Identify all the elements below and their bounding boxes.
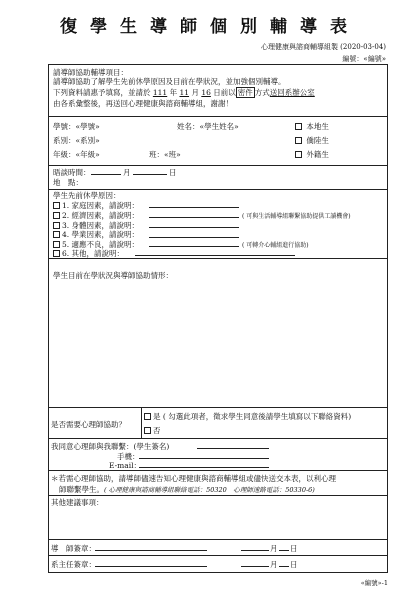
teacher-day-field[interactable] xyxy=(279,550,289,551)
other-title: 其他建議事項： xyxy=(51,498,104,508)
notice-section xyxy=(49,471,387,495)
reason-checkbox[interactable] xyxy=(53,222,60,229)
teacher-signature-label: 導 師簽章： xyxy=(51,543,96,553)
interview-place-label: 地 點： xyxy=(53,177,83,187)
reason-field[interactable] xyxy=(149,237,239,238)
request-deadline: 下列資料請惠予填寫，並請於 111 年 11 月 16 日前以 密件 方式送回系辦公室 xyxy=(53,88,315,98)
status-title: 學生目前在學狀況與導師協助情形： xyxy=(53,271,173,281)
reason-field[interactable] xyxy=(135,255,295,256)
consent-section xyxy=(49,439,387,472)
reason-checkbox[interactable] xyxy=(53,212,60,219)
send-destination: 送回系辦公室 xyxy=(269,88,315,98)
other-section xyxy=(49,496,387,540)
reason-field[interactable] xyxy=(149,227,239,228)
overseas-option[interactable]: 僑陸生 xyxy=(295,136,329,145)
student-signature-field[interactable] xyxy=(197,448,269,449)
reason-checkbox[interactable] xyxy=(53,202,60,209)
interview-time-label: 晤談時間： xyxy=(53,168,91,178)
reason-checkbox[interactable] xyxy=(53,231,60,238)
referral-yes[interactable]: 是 ( 勾選此項者，徵求學生同意後請學生填寫以下聯絡資料) xyxy=(144,412,351,421)
no-checkbox[interactable] xyxy=(144,427,151,434)
chair-signature-row: 系主任簽章： 月 日 xyxy=(51,559,298,569)
notice-contacts: ( 心理健康與諮商輔導組聯絡電話：50320 心理師速路電話：50330-6) xyxy=(104,485,315,494)
request-heading: 請導師協助輔導項目： xyxy=(53,67,128,77)
form-meta: 心理健康與諮商輔導組製 (2020-03-04) xyxy=(260,43,386,51)
request-return: 由各系彙整後，再送回心理健康與諮商輔導組，謝謝！ xyxy=(53,98,233,108)
reason-economic[interactable]: 2. 經濟因素，請說明： xyxy=(53,211,139,220)
deadline-year: 111 xyxy=(152,88,168,98)
student-info xyxy=(49,117,387,167)
reasons-section xyxy=(49,190,387,259)
request-text: 請導師協助了解學生先前休學原因及目前在學狀況，並加強個別輔導。 xyxy=(53,77,286,87)
form-title: 復學生導師個別輔導表 xyxy=(60,17,360,37)
chair-day-field[interactable] xyxy=(279,566,289,567)
email-field[interactable] xyxy=(139,467,269,468)
deadline-day: 16 xyxy=(201,88,211,98)
status-section xyxy=(49,259,387,408)
referral-question: 是否需要心理師協助？ xyxy=(51,419,126,429)
student-dept: 系別：«系別» xyxy=(53,136,100,146)
reason-adaptation[interactable]: 5. 適應不良，請說明： xyxy=(53,240,139,249)
chair-month-field[interactable] xyxy=(241,566,269,567)
reason-checkbox[interactable] xyxy=(53,250,60,257)
serial-number: 編號：«編號» xyxy=(342,55,386,63)
foreign-option[interactable]: 外籍生 xyxy=(295,150,329,159)
reason-checkbox[interactable] xyxy=(53,241,60,248)
student-name: 姓名：«學生姓名» xyxy=(177,121,239,131)
reason-academic[interactable]: 4. 學業因素，請說明： xyxy=(53,230,139,239)
deadline-month: 11 xyxy=(179,88,190,98)
student-grade: 年級：«年級» xyxy=(53,150,100,160)
phone-field[interactable] xyxy=(139,458,269,459)
notice-line-1: ＊若需心理師協助，請導師儘速告知心理健康與諮商輔導組或儘快送交本表，以利心理 xyxy=(51,474,336,484)
interview-month-field[interactable] xyxy=(91,174,121,175)
chair-signature-label: 系主任簽章： xyxy=(51,559,96,569)
reason-field[interactable] xyxy=(149,217,239,218)
referral-no[interactable]: 否 xyxy=(144,426,161,435)
footer-code: «編號»-1 xyxy=(360,579,388,587)
reason-family[interactable]: 1. 家庭因素，請說明： xyxy=(53,201,139,210)
foreign-checkbox[interactable] xyxy=(295,151,302,158)
yes-checkbox[interactable] xyxy=(144,413,151,420)
request-section xyxy=(49,65,387,117)
send-method: 密件 xyxy=(237,88,253,98)
local-checkbox[interactable] xyxy=(295,123,302,130)
student-class: 班：«班» xyxy=(149,150,181,160)
reason-economic-note: ( 可與生活輔導組聯繫協助提供工讀機會) xyxy=(242,212,351,220)
reason-field[interactable] xyxy=(149,207,239,208)
notice-line-2: 師聯繫學生。( 心理健康與諮商輔導組聯絡電話：50320 心理師速路電話：50330-6) xyxy=(59,484,315,494)
teacher-signature-field[interactable] xyxy=(95,550,207,551)
referral-section xyxy=(49,408,387,438)
local-option[interactable]: 本地生 xyxy=(295,122,329,131)
teacher-signature-row: 導 師簽章： 月 日 xyxy=(49,540,387,556)
interview-day-field[interactable] xyxy=(133,174,167,175)
student-id: 學號：«學號» xyxy=(53,121,100,131)
interview-section: 晤談時間： 月 日 地 點： xyxy=(49,166,387,189)
teacher-month-field[interactable] xyxy=(241,550,269,551)
phone-label: 手機： xyxy=(117,451,140,461)
email-label: E-mail： xyxy=(109,460,142,470)
consent-agree: 我同意心理師與我聯繫：(學生簽名) xyxy=(51,442,170,452)
reason-health[interactable]: 3. 身體因素，請說明： xyxy=(53,221,139,230)
reason-field[interactable] xyxy=(149,246,239,247)
overseas-checkbox[interactable] xyxy=(295,137,302,144)
reason-adaptation-note: ( 可轉介心輔組進行協助) xyxy=(242,241,309,249)
chair-signature-field[interactable] xyxy=(95,566,207,567)
counseling-form xyxy=(48,64,388,573)
reasons-title: 學生先前休學原因： xyxy=(53,191,121,201)
reason-other[interactable]: 6. 其他，請說明： xyxy=(53,249,124,258)
